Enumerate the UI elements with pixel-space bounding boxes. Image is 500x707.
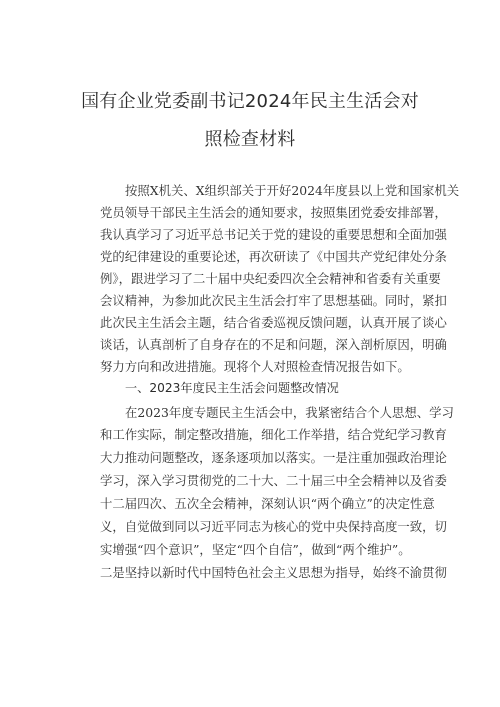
document-title-line-2: 照检查材料 [204, 129, 296, 150]
paragraph-1-line: 例》，跟进学习了二十届中央纪委四次全会精神和省委有关重要 [100, 271, 441, 286]
paragraph-1-line: 按照X机关、X组织部关于开好2024年度县以上党和国家机关 [125, 183, 460, 198]
paragraph-1-line: 谈话，认真剖析了自身存在的不足和问题，深入剖析原因，明确 [100, 337, 447, 352]
paragraph-1-line: 党员领导干部民主生活会的通知要求，按照集团党委安排部署， [100, 205, 447, 220]
paragraph-1-line: 党的纪律建设的重要论述，再次研读了《中国共产党纪律处分条 [100, 249, 447, 264]
paragraph-1-line: 会议精神，为参加此次民主生活会打牢了思想基础。同时，紧扣 [100, 293, 447, 308]
paragraph-2-line: 义，自觉做到同以习近平同志为核心的党中央保持高度一致，切 [100, 519, 447, 534]
paragraph-2-line: 大力推动问题整改，逐条逐项加以落实。一是注重加强政治理论 [100, 450, 447, 465]
paragraph-2-line: 学习，深入学习贯彻党的二十大、二十届三中全会精神以及省委 [100, 473, 447, 488]
paragraph-2-line: 二是坚持以新时代中国特色社会主义思想为指导，始终不渝贯彻 [100, 565, 447, 580]
paragraph-1-line: 此次民主生活会主题，结合省委巡视反馈问题，认真开展了谈心 [100, 315, 447, 330]
paragraph-1-line: 努力方向和改进措施。现将个人对照检查情况报告如下。 [100, 359, 410, 374]
paragraph-1-line: 我认真学习了习近平总书记关于党的建设的重要思想和全面加强 [100, 227, 447, 242]
paragraph-2-line: 在2023年度专题民主生活会中，我紧密结合个人思想、学习 [125, 405, 454, 420]
document-title-line-1: 国有企业党委副书记2024年民主生活会对 [81, 91, 419, 112]
paragraph-2-line: 和工作实际，制定整改措施，细化工作举措，结合党纪学习教育 [100, 427, 447, 442]
paragraph-2-line: 实增强“四个意识”，坚定“四个自信”，做到“两个维护”。 [100, 542, 411, 557]
paragraph-2-line: 十二届四次、五次全会精神，深刻认识“两个确立”的决定性意 [100, 496, 435, 511]
section-heading-1: 一、2023年度民主生活会问题整改情况 [125, 381, 339, 395]
